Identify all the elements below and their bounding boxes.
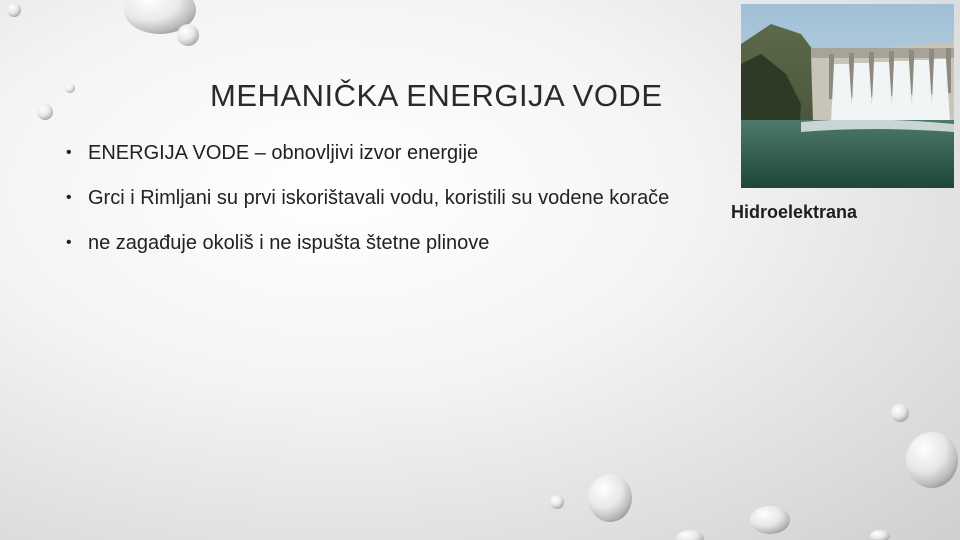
drop-bottom-edge [676, 530, 704, 540]
drop-bottom-mid [750, 506, 790, 534]
drop-bottom-small [550, 495, 564, 509]
drop-left-medium [37, 104, 53, 120]
drop-bottom-right-edge [870, 530, 890, 540]
drop-bottom-right-medium [891, 404, 909, 422]
bullet-marker: • [66, 189, 72, 206]
drop-left-small [65, 83, 75, 93]
hydroelectric-dam-photo [741, 4, 954, 188]
bullet-text: ENERGIJA VODE – obnovljivi izvor energije [88, 142, 479, 164]
drop-bottom-right-large [906, 432, 958, 488]
image-caption: Hidroelektrana [731, 202, 858, 222]
bullet-text: ne zagađuje okoliš i ne ispušta štetne plinove [88, 232, 490, 254]
bullet-marker: • [66, 234, 72, 251]
bullet-list [60, 140, 669, 275]
slide-title: MEHANIČKA ENERGIJA VODE [210, 78, 663, 113]
drop-top-left-medium [177, 24, 199, 46]
bullet-item [60, 230, 669, 275]
drop-top-left-tiny [7, 3, 21, 17]
bullet-item [60, 140, 669, 185]
bullet-marker: • [66, 144, 72, 161]
bullet-text: Grci i Rimljani su prvi iskorištavali vodu, koristili su vodene korače [88, 187, 670, 209]
bullet-item [60, 185, 669, 230]
drop-bottom-large [588, 474, 632, 522]
